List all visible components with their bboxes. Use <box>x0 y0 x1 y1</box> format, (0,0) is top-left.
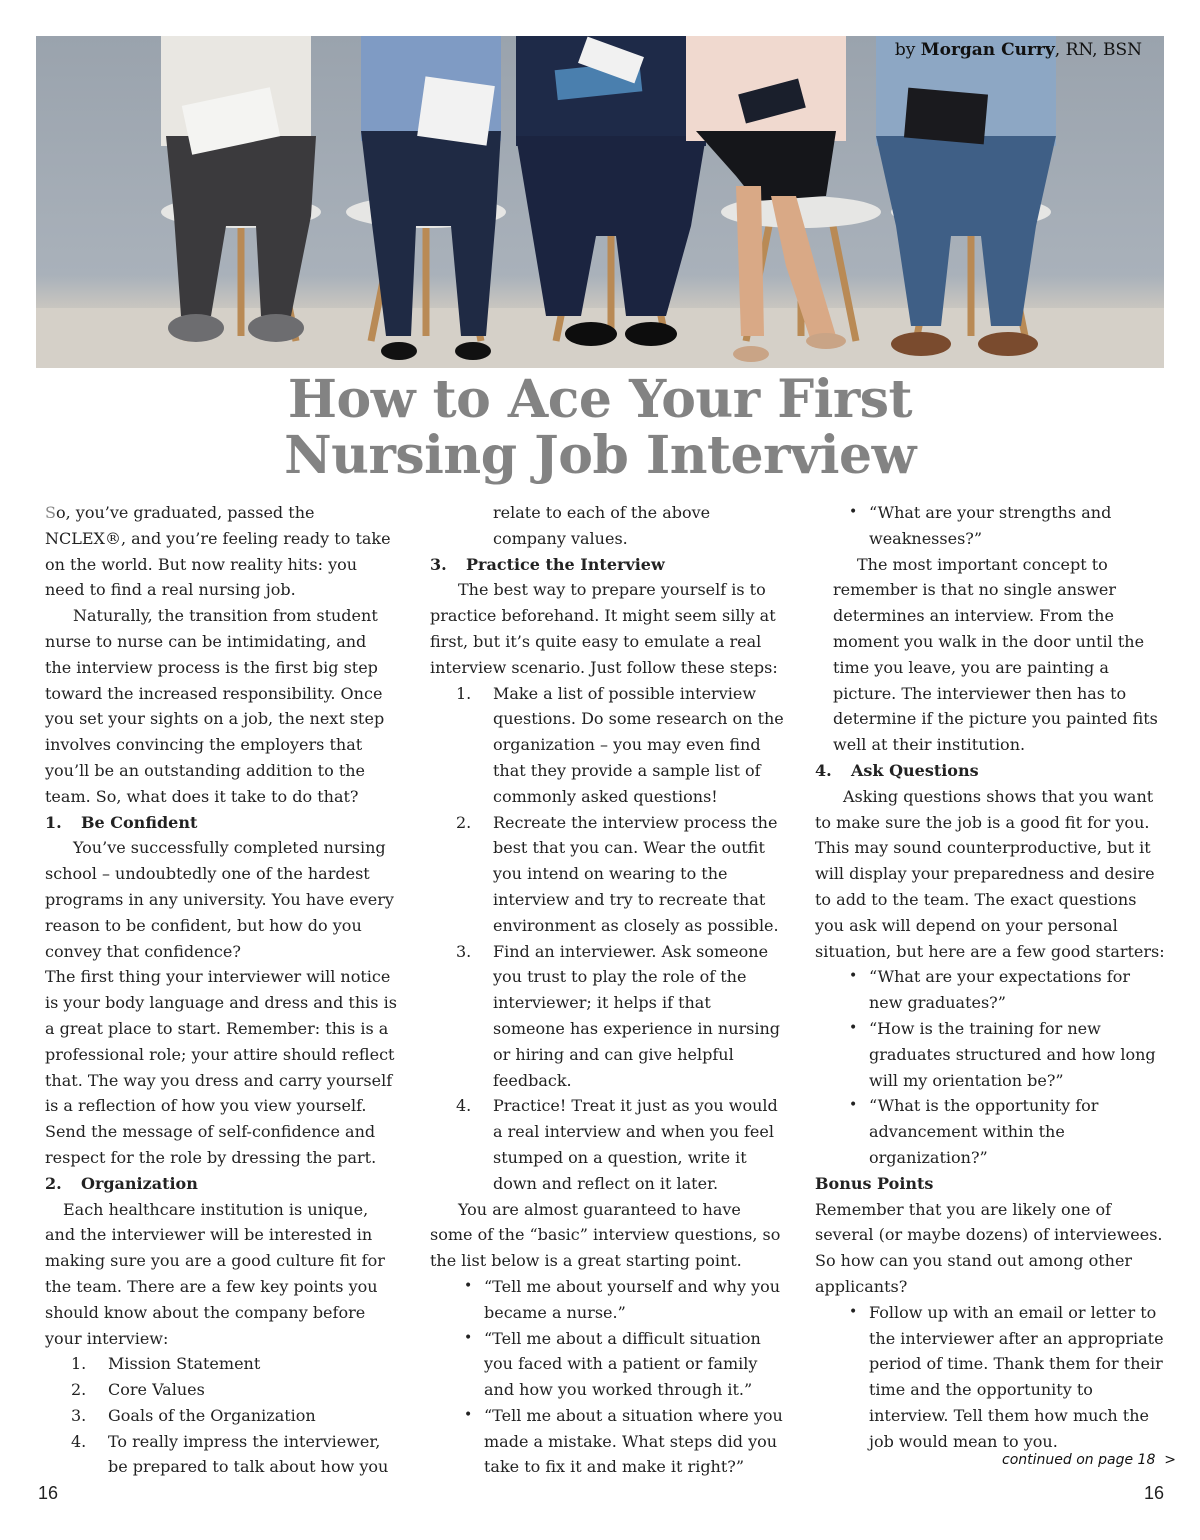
intro-paragraph <box>45 500 397 603</box>
section-1-paragraph-1: You’ve successfully completed nursing school – undoubtedly one of the hardest programs in any university. You have every reason to be confident, but how do you convey that confidence? <box>45 838 394 961</box>
column-1 <box>45 500 397 1480</box>
bullet-icon: • <box>849 1303 858 1320</box>
list-number: 1. <box>456 683 472 703</box>
list-text: Mission Statement <box>108 1354 261 1374</box>
bullet-text: “How is the training for new graduates structured and how long will my orientation be?” <box>869 1018 1156 1090</box>
bullet-icon: • <box>849 968 858 985</box>
bullet-item <box>430 1326 786 1403</box>
section-title: Practice the Interview <box>466 554 665 574</box>
practice-steps-list <box>430 681 786 1197</box>
section-title: Be Confident <box>81 812 198 832</box>
list-item <box>430 939 786 1094</box>
byline-prefix: by <box>894 40 916 60</box>
dropcap-letter: S <box>45 503 56 522</box>
bullet-icon: • <box>464 1329 473 1346</box>
section-title: Ask Questions <box>851 760 979 780</box>
list-number: 2. <box>456 812 472 832</box>
bullet-text: Follow up with an email or letter to the interviewer after an appropriate period of time. Thank them for their time and the opportunity to interview. Tell them how much the job would mean to you. <box>869 1302 1164 1451</box>
bullet-icon: • <box>849 1019 858 1036</box>
section-2-paragraph-1: Each healthcare institution is unique, and the interviewer will be interested in making sure you are a good culture fit for the team. There are a few key points you should know about the company before your interview: <box>45 1199 385 1348</box>
basic-questions-list <box>430 1274 786 1480</box>
strengths-question-list <box>815 500 1167 552</box>
list-item <box>45 1351 397 1377</box>
list-text: Goals of the Organization <box>108 1405 316 1425</box>
list-number: 4. <box>456 1096 472 1116</box>
list-item <box>45 1429 397 1481</box>
section-3-paragraph-2: You are almost guaranteed to have some of the “basic” interview questions, so the list below is a great starting point. <box>430 1199 781 1271</box>
bullet-item <box>815 964 1167 1016</box>
section-heading-2 <box>45 1171 397 1197</box>
bullet-text: “What is the opportunity for advancement within the organization?” <box>869 1096 1099 1167</box>
section-number: 4. <box>815 760 832 780</box>
bullet-item <box>430 1274 786 1326</box>
bullet-icon: • <box>849 504 858 520</box>
byline-author: Morgan Curry <box>920 40 1055 60</box>
bullet-item <box>815 1093 1167 1170</box>
bullet-item <box>815 1016 1167 1093</box>
bullet-text: “Tell me about a situation where you made a mistake. What steps did you take to fix it and make it right?” <box>484 1405 783 1477</box>
intro-paragraph-2: Naturally, the transition from student nurse to nurse can be intimidating, and the interview process is the first big step toward the increased responsibility. Once you set your sights on a job, the next step involves convincing the employers that you’ll be an outstanding addition to the team. So, what does it take to do that? <box>45 606 385 806</box>
list-item <box>45 1377 397 1403</box>
bullet-item <box>430 1403 786 1480</box>
concept-paragraph: The most important concept to remember is that no single answer determines an interview. From the moment you walk in the door until the time you leave, you are painting a picture. The interviewer then has to determine if the picture you painted fits well at their institution. <box>833 554 1158 755</box>
section-heading-1 <box>45 810 397 836</box>
list-number: 1. <box>71 1354 87 1374</box>
section-3-paragraph-1: The best way to prepare yourself is to practice beforehand. It might seem silly at first, but it’s quite easy to emulate a real interview scenario. Just follow these steps: <box>430 580 778 677</box>
bonus-heading: Bonus Points <box>815 1173 934 1193</box>
intro-text: o, you’ve graduated, passed the NCLEX®, and you’re feeling ready to take on the world. But now reality hits: you need to find a real nursing job. <box>45 503 391 600</box>
list-text: Find an interviewer. Ask someone you trust to play the role of the interviewer; it helps if that someone has experience in nursing or hiring and can give helpful feedback. <box>493 941 781 1090</box>
chevron-right-icon: > <box>1164 1452 1176 1468</box>
list-item <box>45 1403 397 1429</box>
organization-list <box>45 1351 397 1480</box>
section-1-paragraph-2: The first thing your interviewer will notice is your body language and dress and this is a great place to start. Remember: this is a professional role; your attire should reflect that. The way you dress and carry yourself is a reflection of how you view yourself. Send the message of self-confidence and respect for the role by dressing the part. <box>45 967 397 1167</box>
bullet-icon: • <box>464 1277 473 1294</box>
page-number-left: 16 <box>38 1483 59 1503</box>
list-item <box>430 810 786 939</box>
list-text: Practice! Treat it just as you would a real interview and when you feel stumped on a question, write it down and reflect on it later. <box>493 1096 778 1193</box>
list-number: 4. <box>71 1431 87 1451</box>
list-continuation: relate to each of the above company values. <box>493 503 711 548</box>
starter-questions-list <box>815 964 1167 1170</box>
section-number: 1. <box>45 812 62 832</box>
bullet-icon: • <box>464 1406 473 1423</box>
hero-photo <box>36 36 1164 368</box>
bullet-text: “What are your expectations for new graduates?” <box>869 967 1130 1013</box>
bullet-icon: • <box>849 1097 858 1114</box>
list-number: 3. <box>456 941 472 961</box>
page-number-right: 16 <box>1143 1483 1164 1503</box>
bonus-list <box>815 1300 1167 1455</box>
bullet-text: “What are your strengths and weaknesses?” <box>869 503 1112 548</box>
bullet-item <box>815 1300 1167 1455</box>
title-line-1: How to Ace Your First <box>287 369 913 430</box>
title-line-2: Nursing Job Interview <box>284 425 916 486</box>
bullet-item <box>815 500 1167 552</box>
section-number: 2. <box>45 1173 62 1193</box>
section-title: Organization <box>81 1173 198 1193</box>
column-2 <box>430 500 786 1480</box>
section-4-paragraph-1: Asking questions shows that you want to make sure the job is a good fit for you. This may sound counterproductive, but it will display your preparedness and desire to add to the team. The exact questions you ask will depend on your personal situation, but here are a few good starters: <box>815 786 1165 961</box>
bullet-text: “Tell me about yourself and why you became a nurse.” <box>484 1276 781 1322</box>
list-text: To really impress the interviewer, be prepared to talk about how you <box>108 1431 389 1477</box>
list-item <box>430 1093 786 1196</box>
list-text: Make a list of possible interview questions. Do some research on the organization – you may even find that they provide a sample list of commonly asked questions! <box>493 683 784 806</box>
section-number: 3. <box>430 554 447 574</box>
list-text: Core Values <box>108 1380 205 1400</box>
people-waiting-chairs-photo <box>36 36 1164 368</box>
list-number: 2. <box>71 1380 87 1400</box>
list-text: Recreate the interview process the best that you can. Wear the outfit you intend on wearing to the interview and try to recreate that environment as closely as possible. <box>493 812 779 935</box>
section-heading-3 <box>430 552 786 578</box>
byline-credentials: , RN, BSN <box>1054 40 1142 60</box>
list-number: 3. <box>71 1405 87 1425</box>
bonus-paragraph: Remember that you are likely one of several (or maybe dozens) of interviewees. So how can you stand out among other applicants? <box>815 1199 1163 1296</box>
column-3 <box>815 500 1167 1454</box>
byline <box>895 40 1142 60</box>
continued-text: continued on page 18 <box>1002 1452 1156 1468</box>
section-heading-4 <box>815 758 1167 784</box>
list-item <box>430 681 786 810</box>
continued-link[interactable] <box>1002 1452 1176 1468</box>
article-title <box>0 369 1200 486</box>
bullet-text: “Tell me about a difficult situation you faced with a patient or family and how you worked through it.” <box>484 1328 761 1400</box>
